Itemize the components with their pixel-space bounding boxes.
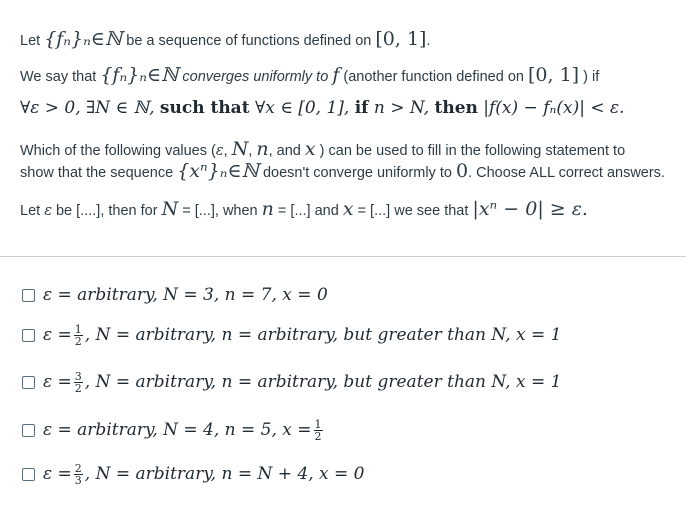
question-comma: , <box>248 143 257 159</box>
option-label: ε = <box>43 372 72 392</box>
statement-text: = [...] we see that <box>353 203 473 219</box>
statement-text: Let <box>20 203 45 219</box>
checkbox[interactable] <box>22 329 35 342</box>
fraction-numerator: 1 <box>314 417 322 431</box>
option-label: ε = arbitrary, N = 4, n = 5, x = <box>43 420 312 440</box>
N-symbol: N <box>231 138 249 160</box>
fraction <box>74 371 83 394</box>
question-text: show that the sequence <box>20 165 178 181</box>
checkbox[interactable] <box>22 424 35 437</box>
intro-text-2: be a sequence of functions defined on <box>122 33 376 49</box>
fraction-denominator: 2 <box>74 334 82 348</box>
fraction-numerator: 3 <box>74 369 82 383</box>
zero-symbol: 0 <box>455 160 469 182</box>
answer-option-1[interactable] <box>22 283 328 307</box>
intro-period: . <box>426 33 431 49</box>
option-label-rest: , N = arbitrary, n = N + 4, x = 0 <box>84 464 365 484</box>
sequence-notation: {fₙ}ₙ∈ℕ <box>44 28 123 50</box>
question-text: Which of the following values ( <box>20 143 216 159</box>
answer-option-2[interactable] <box>22 323 561 347</box>
option-label: ε = <box>43 325 72 345</box>
fill-in-statement <box>20 198 588 220</box>
def-quantifiers: ∀ε > 0, ∃N ∈ ℕ, <box>20 98 160 118</box>
option-label: ε = arbitrary, N = 3, n = 7, x = 0 <box>43 285 328 305</box>
def-then: then <box>434 98 478 118</box>
epsilon-symbol: ε <box>44 203 52 219</box>
def-forall-x: ∀x ∈ [0, 1], <box>249 98 355 118</box>
sequence-notation: {fₙ}ₙ∈ℕ <box>100 64 179 86</box>
question-instructions: . Choose ALL correct answers. <box>468 165 665 181</box>
answer-option-3[interactable] <box>22 370 561 394</box>
answer-option-4[interactable] <box>22 418 325 442</box>
def-inequality: |f(x) − fₙ(x)| < ε. <box>477 98 625 118</box>
statement-text: be [....], then for <box>51 203 162 219</box>
statement-text: = [...], when <box>178 203 262 219</box>
fraction-denominator: 2 <box>314 429 322 443</box>
question-text-end: ) can be used to fill in the following statement to <box>315 143 626 159</box>
divider <box>0 256 686 257</box>
question-comma: , <box>223 143 232 159</box>
option-label: ε = <box>43 464 72 484</box>
question-and: , and <box>268 143 305 159</box>
x-symbol: x <box>342 198 354 220</box>
def-intro-text-3: (another function defined on <box>339 69 528 85</box>
n-symbol: n <box>261 198 274 220</box>
fraction-denominator: 3 <box>74 473 82 487</box>
fraction-numerator: 2 <box>74 461 82 475</box>
statement-inequality: |xⁿ − 0| ≥ ε. <box>472 198 588 220</box>
converges-uniformly-text: converges uniformly to <box>178 69 333 85</box>
answer-option-5[interactable] <box>22 462 364 486</box>
statement-text: = [...] and <box>273 203 343 219</box>
option-label-rest: , N = arbitrary, n = arbitrary, but greater than N, x = 1 <box>84 372 562 392</box>
x-symbol: x <box>304 138 316 160</box>
def-intro-text: We say that <box>20 69 101 85</box>
interval-notation: [0, 1] <box>528 64 580 86</box>
checkbox[interactable] <box>22 289 35 302</box>
uniform-convergence-definition <box>20 98 625 118</box>
def-intro-text-4: ) if <box>579 69 600 85</box>
def-such-that: such that <box>159 98 250 118</box>
definition-intro-line <box>20 64 599 86</box>
checkbox[interactable] <box>22 468 35 481</box>
sequence-notation: {xⁿ}ₙ∈ℕ <box>177 160 259 182</box>
function-f: f <box>332 64 340 86</box>
interval-notation: [0, 1] <box>375 28 427 50</box>
fraction-numerator: 1 <box>74 322 82 336</box>
checkbox[interactable] <box>22 376 35 389</box>
def-if: if <box>354 98 369 118</box>
epsilon-symbol: ε <box>215 143 224 159</box>
option-label-rest: , N = arbitrary, n = arbitrary, but greater than N, x = 1 <box>84 325 562 345</box>
intro-text: Let <box>20 33 45 49</box>
n-symbol: n <box>256 138 269 160</box>
question-line-2 <box>20 160 665 182</box>
question-text: doesn't converge uniformly to <box>258 165 456 181</box>
intro-line <box>20 28 431 50</box>
def-n-greater: n > N, <box>368 98 435 118</box>
fraction <box>314 419 323 442</box>
N-symbol: N <box>161 198 179 220</box>
fraction-denominator: 2 <box>74 381 82 395</box>
fraction <box>74 324 83 347</box>
question-line-1 <box>20 138 625 160</box>
fraction <box>74 463 83 486</box>
